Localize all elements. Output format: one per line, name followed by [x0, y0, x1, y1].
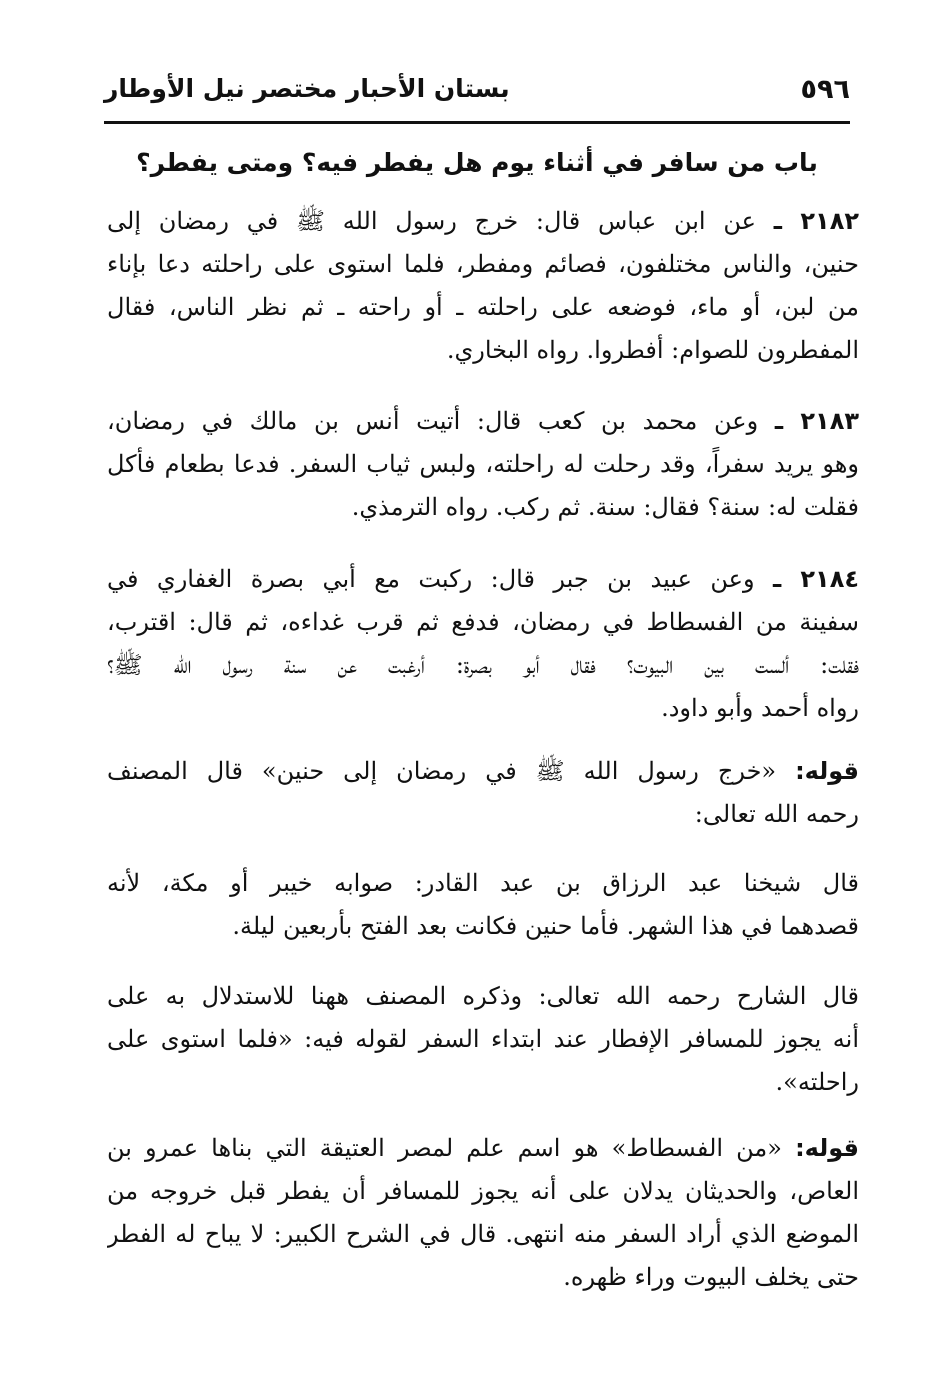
- text-line: ٢١٨٤ ـ وعن عبيد بن جبر قال: ركبت مع أبي بصرة الغفاري في: [107, 565, 859, 593]
- text-line: رواه أحمد وأبو داود.: [661, 694, 859, 722]
- text-line: العاص، والحديثان يدلان على أنه يجوز للمسافر أن يفطر قبل خروجه من: [107, 1177, 859, 1205]
- text-line: الموضع الذي أراد السفر منه انتهى. قال في الشرح الكبير: لا يباح له الفطر: [107, 1220, 859, 1248]
- text-line: قوله: «من الفسطاط» هو اسم علم لمصر العتيقة التي بناها عمرو بن: [107, 1134, 859, 1162]
- text-line: حتى يخلف البيوت وراء ظهره.: [563, 1263, 859, 1291]
- hadith-2183: [107, 400, 859, 529]
- text-line: قال شيخنا عبد الرزاق بن عبد القادر: صوابه خيبر أو مكة، لأنه: [107, 869, 859, 897]
- header-rule: [104, 121, 850, 124]
- commentary-lead: قوله:: [795, 1134, 859, 1162]
- page-number: ٥٩٦: [800, 74, 850, 105]
- page-header: [104, 62, 850, 122]
- text-line: فقلت: ألست بين البيوت؟ فقال أبو بصرة: أرغبت عن سنة رسول الله ﷺ؟: [107, 651, 859, 679]
- text-line: المفطرون للصوام: أفطروا. رواه البخاري.: [446, 336, 859, 364]
- hadith-number: ٢١٨٢ ـ: [773, 207, 859, 235]
- text-line: سفينة من الفسطاط في رمضان، فدفع ثم قرب غداءه، ثم قال: اقترب،: [107, 608, 859, 636]
- text-line: حنين، والناس مختلفون، فصائم ومفطر، فلما استوى على راحلته دعا بإناء: [107, 250, 859, 278]
- commentary-paragraph: [107, 750, 859, 836]
- commentary-paragraph: [107, 1127, 859, 1299]
- hadith-number: ٢١٨٣ ـ: [774, 407, 859, 435]
- text-line: راحلته».: [775, 1068, 859, 1096]
- running-title: بستان الأحبار مختصر نيل الأوطار: [104, 74, 510, 103]
- text-line: فقلت له: سنة؟ فقال: سنة. ثم ركب. رواه الترمذي.: [351, 493, 859, 521]
- text-line: قصدهما في هذا الشهر. فأما حنين فكانت بعد الفتح بأربعين ليلة.: [232, 912, 859, 940]
- commentary-paragraph: [107, 975, 859, 1104]
- commentary-lead: قوله:: [795, 757, 859, 785]
- text-line: قوله: «خرج رسول الله ﷺ في رمضان إلى حنين» قال المصنف: [107, 757, 859, 785]
- commentary-paragraph: [107, 862, 859, 948]
- text-line: ٢١٨٢ ـ عن ابن عباس قال: خرج رسول الله ﷺ في رمضان إلى: [107, 207, 859, 235]
- text-line: رحمه الله تعالى:: [694, 800, 859, 828]
- text-line: قال الشارح رحمه الله تعالى: وذكره المصنف ههنا للاستدلال به على: [107, 982, 859, 1010]
- hadith-2184: [107, 558, 859, 730]
- text-line: أنه يجوز للمسافر الإفطار عند ابتداء السفر لقوله فيه: «فلما استوى على: [107, 1025, 859, 1053]
- hadith-2182: [107, 200, 859, 372]
- text-line: من لبن، أو ماء، فوضعه على راحلته ـ أو راحته ـ ثم نظر الناس، فقال: [107, 293, 859, 321]
- hadith-number: ٢١٨٤ ـ: [773, 565, 859, 593]
- text-line: ٢١٨٣ ـ وعن محمد بن كعب قال: أتيت أنس بن مالك في رمضان،: [107, 407, 859, 435]
- section-title: باب من سافر في أثناء يوم هل يفطر فيه؟ ومتى يفطر؟: [136, 148, 818, 177]
- text-line: وهو يريد سفراً، وقد رحلت له راحلته، ولبس ثياب السفر. فدعا بطعام فأكل: [107, 450, 859, 478]
